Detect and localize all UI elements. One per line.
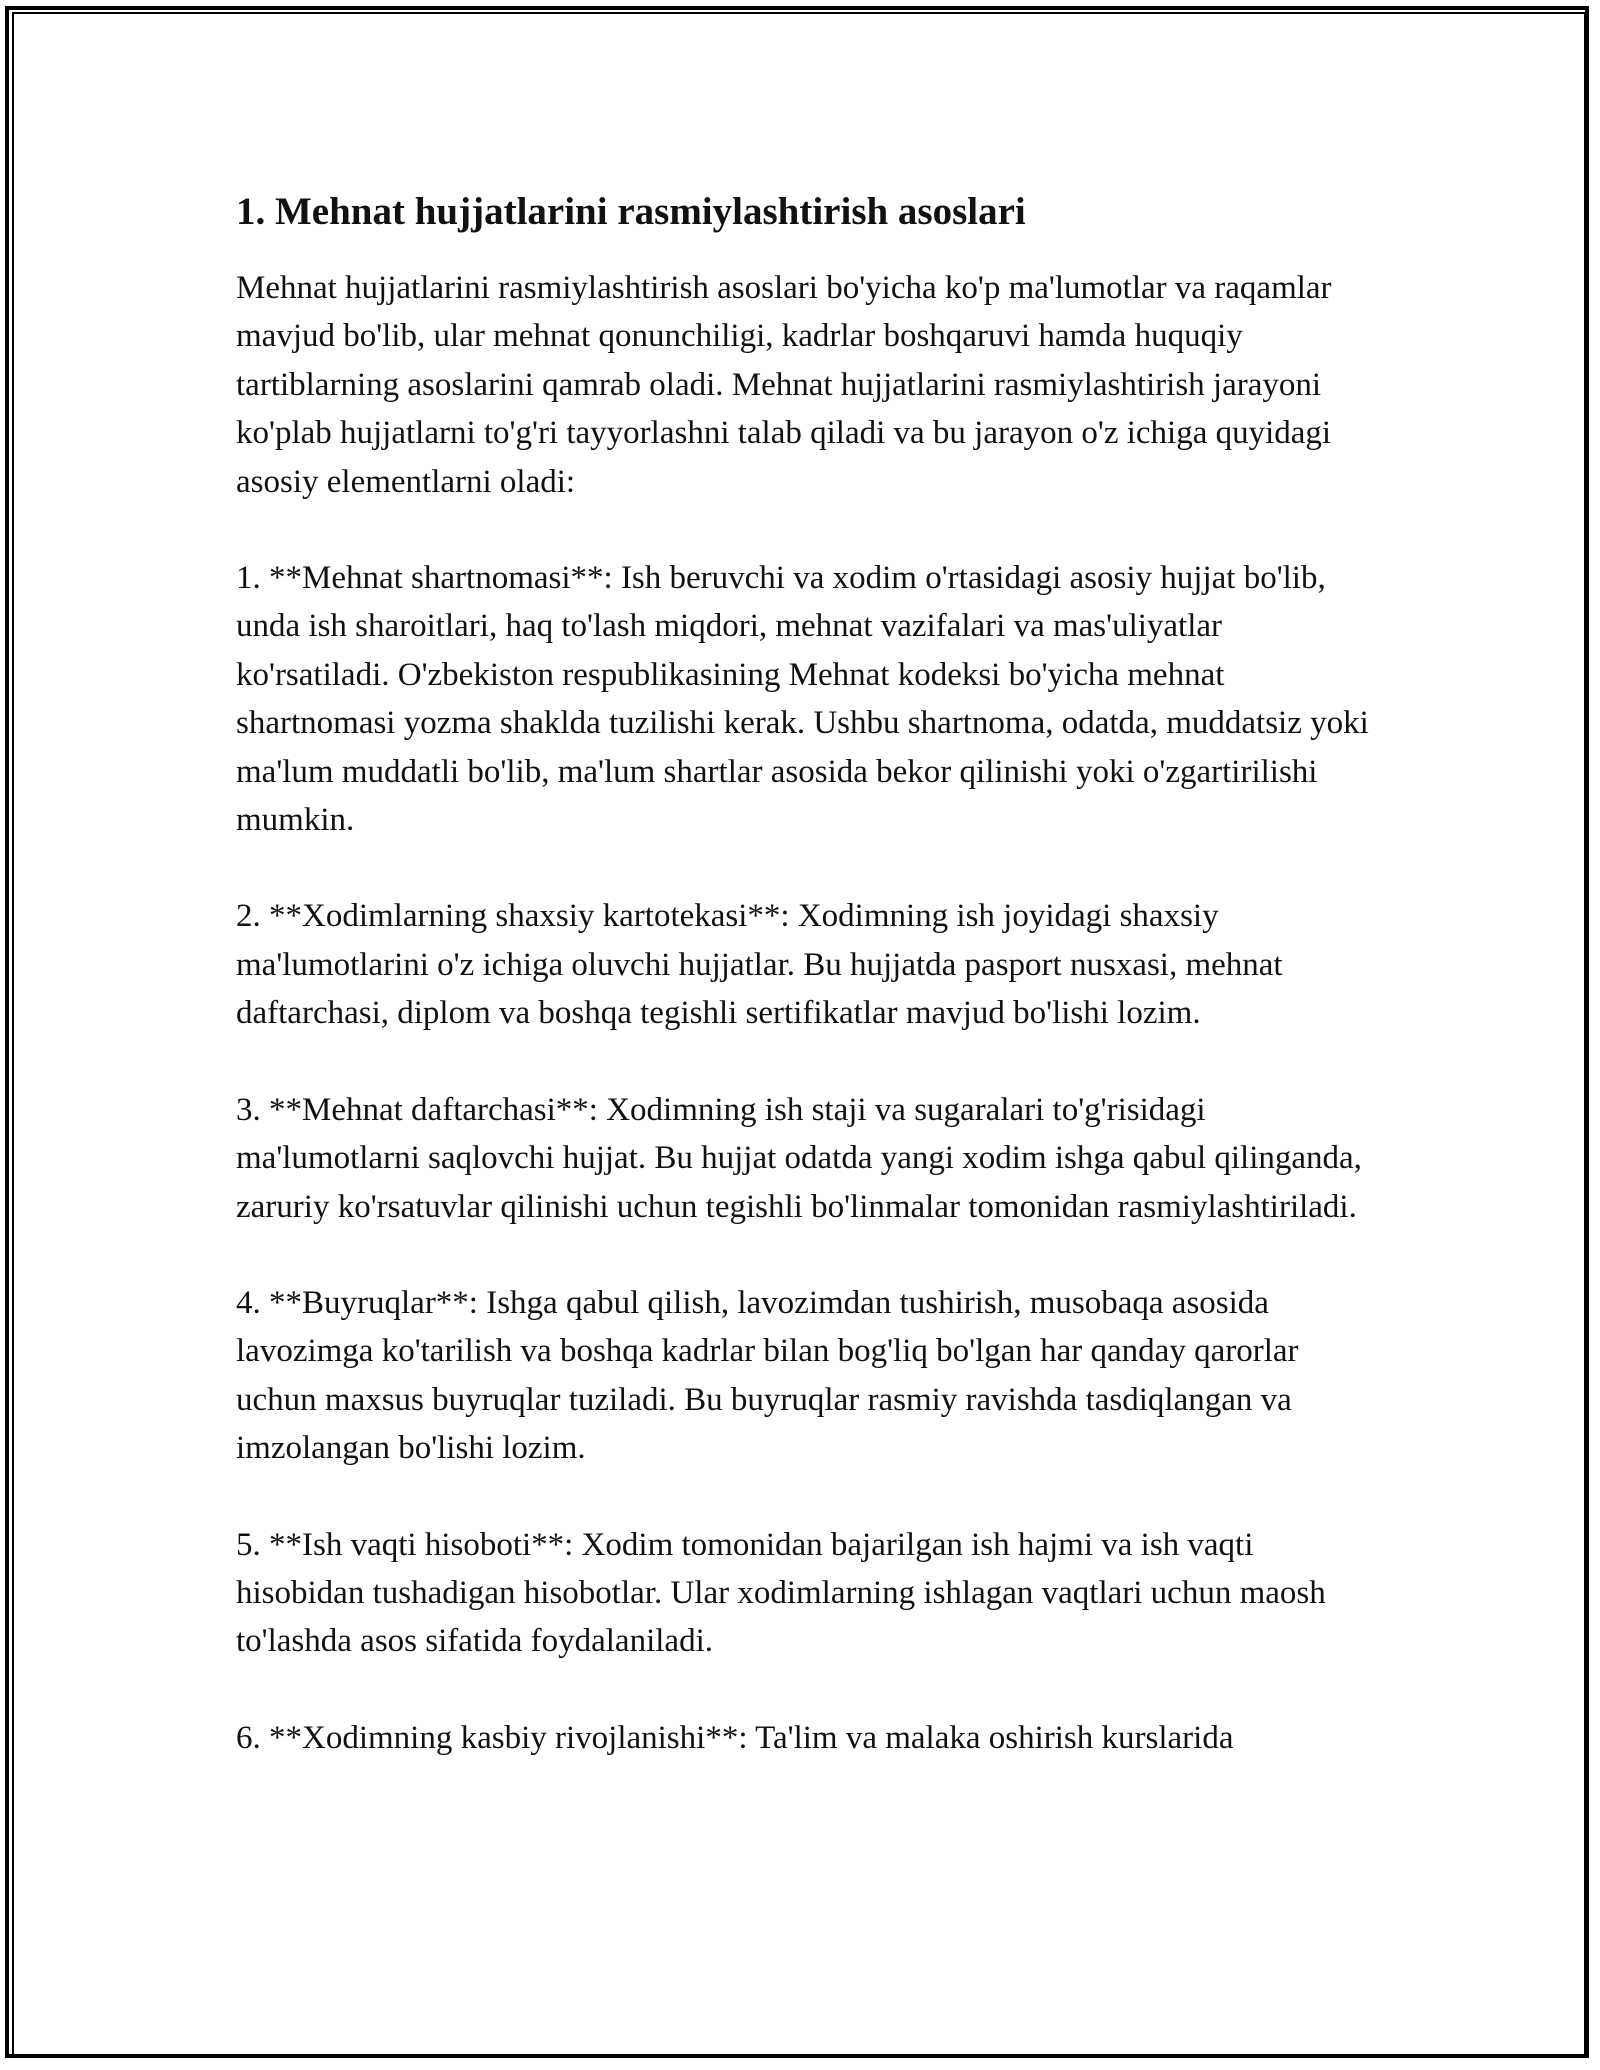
list-item-professional-development: 6. **Xodimning kasbiy rivojlanishi**: Ta'lim va malaka oshirish kurslarida (236, 1719, 1234, 1756)
intro-paragraph: Mehnat hujjatlarini rasmiylashtirish asoslari bo'yicha ko'p ma'lumotlar va raqamlar mavjud bo'lib, ular mehnat qonunchiligi, kadrlar boshqaruvi hamda huquqiy tartiblarning asoslarini qamrab oladi. Mehnat hujjatlarini rasmiylashtirish jarayoni ko'plab hujjatlarni to'g'ri tayyorlashni talab qiladi va bu jarayon o'z ichiga quyidagi asosiy elementlarni oladi: (236, 270, 1332, 500)
list-item-work-record-book: 3. **Mehnat daftarchasi**: Xodimning ish staji va sugaralari to'g'risidagi ma'lumotlarni saqlovchi hujjat. Bu hujjat odatda yangi xodim ishga qabul qilinganda, zaruriy ko'rsatuvlar qilinishi uchun tegishli bo'linmalar tomonidan rasmiylashtiriladi. (236, 1091, 1362, 1225)
list-item-employment-contract: 1. **Mehnat shartnomasi**: Ish beruvchi va xodim o'rtasidagi asosiy hujjat bo'lib, unda ish sharoitlari, haq to'lash miqdori, mehnat vazifalari va mas'uliyatlar ko'rsatiladi. O'zbekiston respublikasining Mehnat kodeksi bo'yicha mehnat shartnomasi yozma shaklda tuzilishi kerak. Ushbu shartnoma, odatda, muddatsiz yoki ma'lum muddatli bo'lib, ma'lum shartlar asosida bekor qilinishi yoki o'zgartirilishi mumkin. (236, 560, 1369, 839)
list-item-orders: 4. **Buyruqlar**: Ishga qabul qilish, lavozimdan tushirish, musobaqa asosida lavozimga ko'tarilish va boshqa kadrlar bilan bog'liq bo'lgan har qanday qarorlar uchun maxsus buyruqlar tuziladi. Bu buyruqlar rasmiy ravishda tasdiqlangan va imzolangan bo'lishi lozim. (236, 1284, 1299, 1467)
section-title: 1. Mehnat hujjatlarini rasmiylashtirish asoslari (236, 190, 1026, 233)
list-item-personnel-file: 2. **Xodimlarning shaxsiy kartotekasi**: Xodimning ish joyidagi shaxsiy ma'lumotlarini o'z ichiga oluvchi hujjatlar. Bu hujjatda pasport nusxasi, mehnat daftarchasi, diplom va boshqa tegishli sertifikatlar mavjud bo'lishi lozim. (236, 898, 1283, 1032)
document-body (236, 182, 1376, 1810)
list-item-timesheet: 5. **Ish vaqti hisoboti**: Xodim tomonidan bajarilgan ish hajmi va ish vaqti hisobidan tushadigan hisobotlar. Ular xodimlarning ishlagan vaqtlari uchun maosh to'lashda asos sifatida foydalaniladi. (236, 1526, 1326, 1660)
